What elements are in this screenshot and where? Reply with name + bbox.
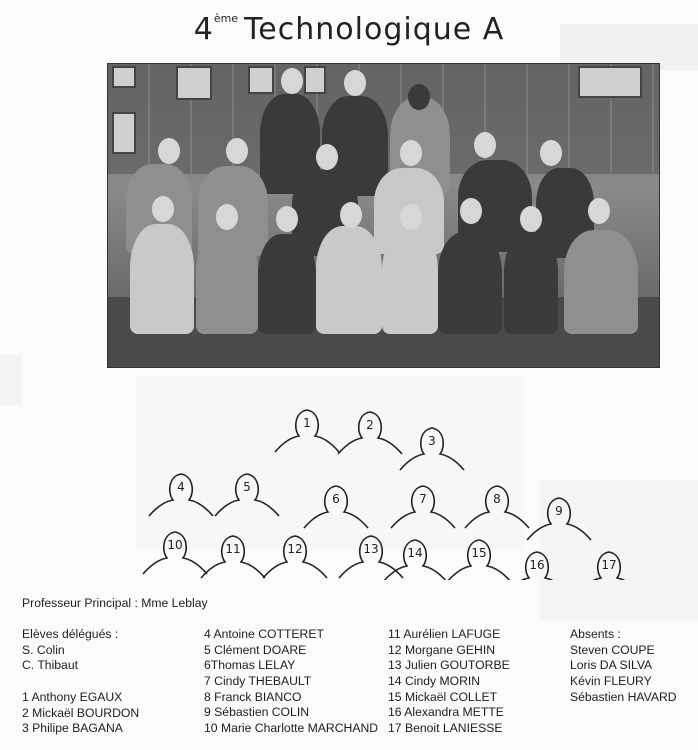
silhouette-14 <box>383 540 447 580</box>
silhouette-9 <box>527 498 591 540</box>
class-photo <box>107 63 660 368</box>
absents-heading: Absents : <box>570 627 621 641</box>
silhouette-15 <box>447 540 511 580</box>
student-entry: 13 Julien GOUTORBE <box>388 658 510 673</box>
student-entry: 14 Cindy MORIN <box>388 674 481 689</box>
silhouette-number: 14 <box>407 546 423 560</box>
delegate-name: C. Thibaut <box>22 658 79 673</box>
professeur-line: Professeur Principal : Mme Leblay <box>22 596 208 610</box>
student-entry: 1 Anthony EGAUX <box>22 690 123 704</box>
silhouette-10 <box>143 532 207 574</box>
title-superscript: ème <box>213 12 239 25</box>
student-figure <box>438 232 502 334</box>
student-head <box>540 140 562 166</box>
student-entry: 12 Morgane GEHIN <box>388 642 496 657</box>
student-entry: 2 Mickaël BOURDON <box>22 705 140 720</box>
student-figure <box>196 230 258 334</box>
silhouette-diagram <box>135 380 655 580</box>
student-entry: 11 Aurélien LAFUGE <box>388 627 501 641</box>
silhouette-number: 1 <box>303 416 311 430</box>
student-head <box>400 140 422 166</box>
student-head <box>408 84 430 110</box>
student-head <box>340 202 362 228</box>
student-figure <box>504 232 558 334</box>
student-list-col2 <box>204 627 378 737</box>
student-entry: 8 Franck BIANCO <box>204 689 302 704</box>
photo-window <box>176 66 212 100</box>
student-head <box>226 138 248 164</box>
student-figure <box>316 226 382 334</box>
student-entry: 10 Marie Charlotte MARCHAND <box>204 721 379 736</box>
silhouette-7 <box>391 486 455 528</box>
silhouette-number: 9 <box>555 504 563 518</box>
student-head <box>460 198 482 224</box>
silhouette-number: 6 <box>332 492 340 506</box>
position-key-diagram <box>135 380 655 580</box>
silhouette-number: 4 <box>177 480 185 494</box>
absents-block <box>570 627 677 705</box>
silhouette-number: 13 <box>363 542 379 556</box>
student-entry: 7 Cindy THEBAULT <box>204 674 312 689</box>
student-head <box>158 138 180 164</box>
silhouette-number: 10 <box>167 538 183 552</box>
student-figure <box>564 230 638 334</box>
silhouette-16 <box>505 552 569 580</box>
absent-name: Sébastien HAVARD <box>570 689 677 704</box>
silhouette-12 <box>263 536 327 578</box>
student-figure <box>258 234 316 334</box>
student-list-col3 <box>388 627 510 737</box>
silhouette-8 <box>465 486 529 528</box>
student-figure <box>382 230 438 334</box>
photo-window <box>112 112 136 154</box>
student-figure <box>130 224 194 334</box>
student-entry: 4 Antoine COTTERET <box>204 627 324 641</box>
student-head <box>281 68 303 94</box>
silhouette-number: 3 <box>428 434 436 448</box>
silhouette-5 <box>215 474 279 516</box>
photo-window <box>112 66 136 88</box>
silhouette-number: 7 <box>419 492 427 506</box>
delegates-block <box>22 627 118 674</box>
absent-name: Loris DA SILVA <box>570 658 653 673</box>
title-text: Technologique A <box>244 12 505 47</box>
photo-window <box>304 66 326 94</box>
student-head <box>152 196 174 222</box>
student-head <box>316 144 338 170</box>
photo-window <box>578 66 642 98</box>
silhouette-number: 12 <box>287 542 303 556</box>
student-head <box>344 70 366 96</box>
delegate-name: S. Colin <box>22 642 65 657</box>
silhouette-number: 5 <box>243 480 251 494</box>
silhouette-6 <box>304 486 368 528</box>
delegates-heading: Elèves délégués : <box>22 627 119 641</box>
student-entry: 5 Clément DOARE <box>204 642 307 657</box>
student-head <box>474 132 496 158</box>
student-head <box>216 204 238 230</box>
student-entry: 16 Alexandra METTE <box>388 705 504 720</box>
title-grade: 4 <box>193 12 214 47</box>
student-entry: 6Thomas LELAY <box>204 658 296 673</box>
page-title <box>0 12 698 47</box>
student-head <box>520 206 542 232</box>
student-entry: 15 Mickaël COLLET <box>388 689 498 704</box>
absent-name: Kévin FLEURY <box>570 674 652 689</box>
silhouette-number: 16 <box>529 558 545 572</box>
student-head <box>588 198 610 224</box>
absent-name: Steven COUPE <box>570 642 655 657</box>
silhouette-number: 11 <box>225 542 241 556</box>
silhouette-2 <box>338 412 402 454</box>
silhouette-3 <box>400 428 464 470</box>
bleed-block <box>0 355 22 405</box>
silhouette-number: 15 <box>471 546 487 560</box>
silhouette-number: 2 <box>366 418 374 432</box>
silhouette-1 <box>275 410 339 452</box>
student-entry: 9 Sébastien COLIN <box>204 705 310 720</box>
photo-window <box>248 66 274 94</box>
silhouette-11 <box>201 536 265 578</box>
student-head <box>400 204 422 230</box>
silhouette-number: 8 <box>493 492 501 506</box>
silhouette-4 <box>149 474 213 516</box>
silhouette-number: 17 <box>601 558 617 572</box>
silhouette-17 <box>577 552 641 580</box>
professeur-principal <box>22 596 208 612</box>
student-entry: 17 Benoit LANIESSE <box>388 721 503 736</box>
student-entry: 3 Philipe BAGANA <box>22 721 123 736</box>
student-list-col1 <box>22 690 139 737</box>
student-head <box>276 206 298 232</box>
